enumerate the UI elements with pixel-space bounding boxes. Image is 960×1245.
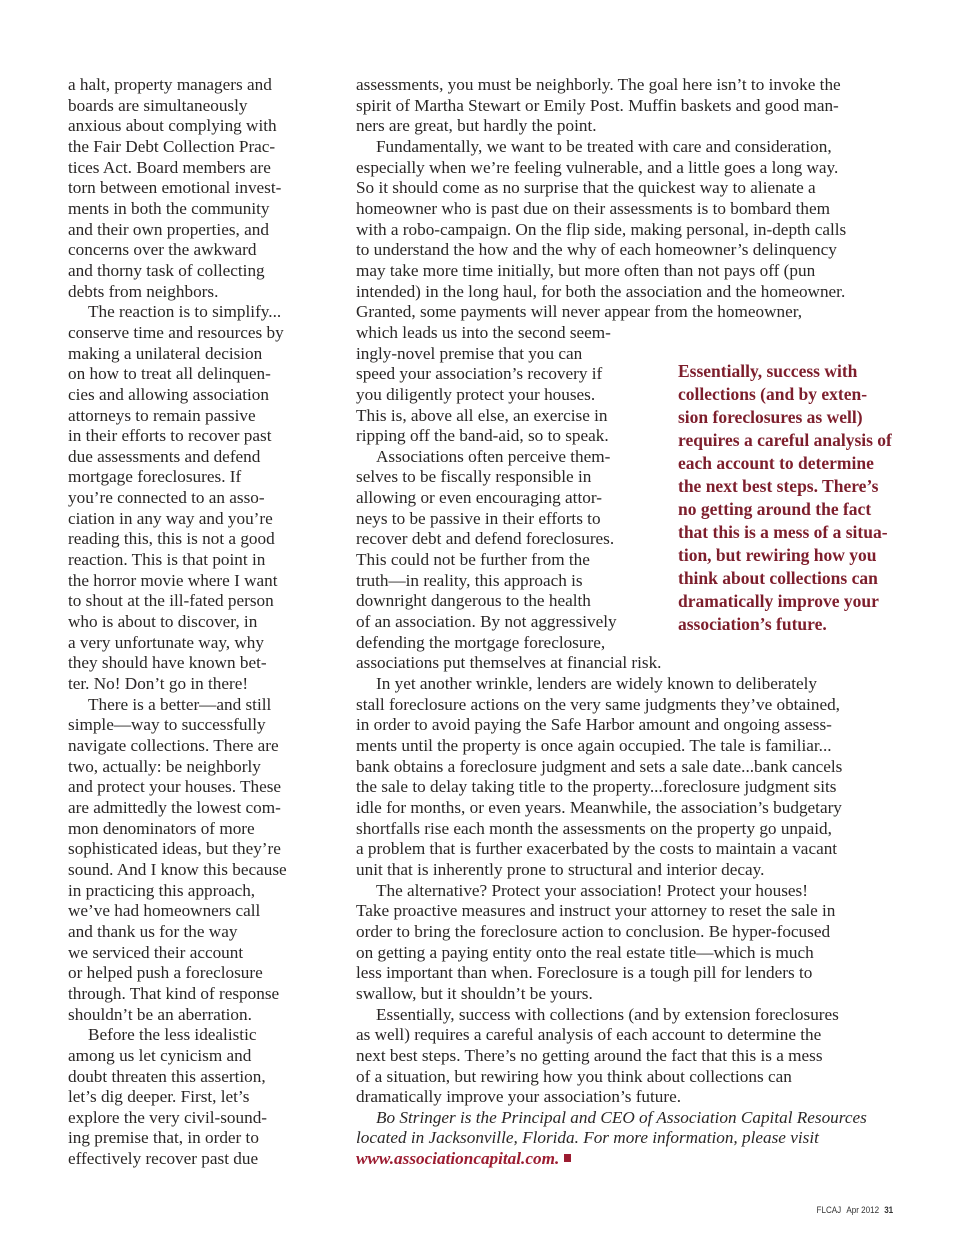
text-line: of a situation, but rewiring how you think about collections can: [356, 1066, 792, 1086]
text-line: torn between emotional invest-: [68, 178, 282, 198]
text-line: ripping off the band-aid, so to speak.: [356, 426, 609, 446]
text-line: The reaction is to simplify...: [88, 302, 282, 322]
author-bio: [356, 1107, 867, 1170]
pull-quote: [678, 360, 928, 636]
text-line: defending the mortgage foreclosure,: [356, 632, 606, 652]
text-line: simple—way to successfully: [68, 715, 266, 735]
text-line: making a unilateral decision: [68, 343, 263, 363]
text-line: a halt, property managers and: [68, 75, 272, 94]
text-line: of an association. By not aggressively: [356, 612, 617, 632]
issue-date: Apr 2012: [846, 1205, 879, 1216]
text-line: on getting a paying entity onto the real estate title—which is much: [356, 942, 814, 962]
text-line: in practicing this approach,: [68, 880, 256, 900]
text-line: navigate collections. There are: [68, 736, 279, 755]
paragraph: [356, 75, 861, 137]
paragraph: [68, 1025, 294, 1170]
pull-quote-line: requires a careful analysis of: [678, 429, 892, 450]
text-line: two, actually: be neighborly: [68, 756, 261, 776]
pull-quote-line: that this is a mess of a situa-: [678, 521, 888, 542]
text-line: you’re connected to an asso-: [68, 488, 265, 508]
text-line: Take proactive measures and instruct your attorney to reset the sale in: [356, 901, 836, 921]
pull-quote-line: collections (and by exten-: [678, 383, 868, 404]
left-column: [68, 75, 294, 1170]
text-line: less important than when. Foreclosure is a tough pill for lenders to: [356, 963, 813, 983]
pull-quote-line: the next best steps. There’s: [678, 475, 879, 496]
text-line: a very unfortunate way, why: [68, 632, 264, 652]
text-line: and thorny task of collecting: [68, 260, 265, 280]
text-line: intended) in the long haul, for both the association and the homeowner.: [356, 281, 846, 301]
text-line: may take more time initially, but more often than not pays off (pun: [356, 260, 816, 280]
text-line: shouldn’t be an aberration.: [68, 1004, 252, 1024]
text-line: due assessments and defend: [68, 446, 261, 466]
text-line: associations put themselves at financial risk.: [356, 653, 662, 673]
pull-quote-line: association’s future.: [678, 613, 827, 634]
pull-quote-line: sion foreclosures as well): [678, 406, 863, 427]
text-line: bank obtains a foreclosure judgment and sets a sale date...bank cancels: [356, 756, 843, 776]
text-line: neys to be passive in their efforts to: [356, 508, 601, 528]
pull-quote-line: Essentially, success with: [678, 360, 858, 381]
text-line: and thank us for the way: [68, 921, 238, 941]
pull-quote-line: dramatically improve your: [678, 590, 879, 611]
paragraph: [356, 674, 861, 881]
text-line: the sale to delay taking title to the property...foreclosure judgment sits: [356, 777, 837, 797]
text-line: we serviced their account: [68, 942, 244, 962]
bio-line: Bo Stringer is the Principal and CEO of Association Capital Resources: [376, 1107, 867, 1127]
bio-url-line: [356, 1149, 861, 1170]
text-line: which leads us into the second seem-: [356, 322, 611, 342]
text-line: Granted, some payments will never appear from the homeowner,: [356, 302, 803, 322]
text-line: Essentially, success with collections (and by extension foreclosures: [376, 1004, 839, 1024]
text-line: and their own properties, and: [68, 219, 269, 239]
text-line: downright dangerous to the health: [356, 591, 591, 611]
text-line: as well) requires a careful analysis of each account to determine the: [356, 1025, 822, 1045]
text-line: anxious about complying with: [68, 116, 277, 136]
text-line: Before the less idealistic: [88, 1025, 257, 1045]
website-link[interactable]: www.associationcapital.com.: [356, 1149, 560, 1169]
text-line: ners are great, but hardly the point.: [356, 116, 597, 136]
page-number: 31: [884, 1205, 893, 1216]
text-line: cies and allowing association: [68, 384, 269, 404]
text-line: Fundamentally, we want to be treated with care and consideration,: [376, 136, 832, 156]
text-line: especially when we’re feeling vulnerable, and a little goes a long way.: [356, 157, 839, 177]
text-line: are admittedly the lowest com-: [68, 797, 281, 817]
pull-quote-line: tion, but rewiring how you: [678, 544, 877, 565]
text-line: In yet another wrinkle, lenders are widely known to deliberately: [376, 674, 817, 694]
text-line: Associations often perceive them-: [376, 446, 611, 466]
pull-quote-line: no getting around the fact: [678, 498, 872, 519]
text-line: boards are simultaneously: [68, 95, 248, 115]
text-line: sophisticated ideas, but they’re: [68, 839, 281, 859]
text-line: speed your association’s recovery if: [356, 364, 603, 384]
text-line: let’s dig deeper. First, let’s: [68, 1087, 250, 1107]
text-line: reading this, this is not a good: [68, 529, 275, 549]
text-line: or helped push a foreclosure: [68, 963, 263, 983]
text-line: So it should come as no surprise that the quickest way to alienate a: [356, 178, 816, 198]
pull-quote-line: think about collections can: [678, 567, 878, 588]
text-line: spirit of Martha Stewart or Emily Post. Muffin baskets and good man-: [356, 95, 839, 115]
text-line: in order to avoid paying the Safe Harbor amount and ongoing assess-: [356, 715, 832, 735]
text-line: the Fair Debt Collection Prac-: [68, 136, 276, 156]
text-line: and protect your houses. These: [68, 777, 282, 797]
text-line: ter. No! Don’t go in there!: [68, 674, 249, 694]
text-line: in their efforts to recover past: [68, 426, 272, 446]
text-line: we’ve had homeowners call: [68, 901, 261, 921]
text-line: effectively recover past due: [68, 1149, 259, 1169]
text-line: The alternative? Protect your association! Protect your houses!: [376, 880, 808, 900]
text-line: the horror movie where I want: [68, 570, 278, 590]
text-line: This is, above all else, an exercise in: [356, 405, 608, 425]
text-line: explore the very civil-sound-: [68, 1107, 268, 1127]
text-line: conserve time and resources by: [68, 322, 284, 342]
text-line: assessments, you must be neighborly. The goal here isn’t to invoke the: [356, 75, 841, 94]
text-line: on how to treat all delinquen-: [68, 364, 271, 384]
text-line: concerns over the awkward: [68, 240, 257, 260]
text-line: order to bring the foreclosure action to conclusion. Be hyper-focused: [356, 921, 831, 941]
text-line: to shout at the ill-fated person: [68, 591, 274, 611]
text-line: you diligently protect your houses.: [356, 384, 596, 404]
pull-quote-line: each account to determine: [678, 452, 874, 473]
paragraph: [68, 302, 294, 694]
text-line: reaction. This is that point in: [68, 550, 266, 570]
text-line: sound. And I know this because: [68, 859, 287, 879]
text-line: stall foreclosure actions on the very same judgments they’ve obtained,: [356, 694, 840, 714]
text-line: mortgage foreclosures. If: [68, 467, 242, 487]
text-line: debts from neighbors.: [68, 281, 219, 301]
text-line: ciation in any way and you’re: [68, 508, 273, 528]
text-line: ments in both the community: [68, 198, 270, 218]
text-line: ments until the property is once again occupied. The tale is familiar...: [356, 736, 832, 755]
text-line: who is about to discover, in: [68, 612, 258, 632]
paragraph: [68, 695, 294, 1026]
text-line: through. That kind of response: [68, 983, 280, 1003]
text-line: mon denominators of more: [68, 818, 255, 838]
paragraph: [356, 1005, 861, 1108]
text-line: truth—in reality, this approach is: [356, 570, 583, 590]
text-line: to understand the how and the why of each homeowner’s delinquency: [356, 240, 837, 260]
text-line: unit that is inherently prone to structural and interior decay.: [356, 859, 765, 879]
text-line: a problem that is further exacerbated by the costs to maintain a vacant: [356, 839, 838, 859]
text-line: next best steps. There’s no getting around the fact that this is a mess: [356, 1045, 823, 1065]
text-line: homeowner who is past due on their assessments is to bombard them: [356, 198, 831, 218]
bio-line: located in Jacksonville, Florida. For more information, please visit: [356, 1128, 819, 1148]
text-line: with a robo-campaign. On the flip side, making personal, in-depth calls: [356, 219, 847, 239]
text-line: swallow, but it shouldn’t be yours.: [356, 983, 593, 1003]
text-line: ing premise that, in order to: [68, 1128, 259, 1148]
text-line: shortfalls rise each month the assessments on the property go unpaid,: [356, 818, 832, 838]
paragraph: [68, 75, 294, 302]
text-line: recover debt and defend foreclosures.: [356, 529, 615, 549]
end-of-article-square-icon: [564, 1154, 571, 1162]
text-line: There is a better—and still: [88, 694, 272, 714]
publication-name: FLCAJ: [816, 1205, 842, 1216]
text-line: attorneys to remain passive: [68, 405, 256, 425]
paragraph: [356, 881, 861, 1005]
text-line: among us let cynicism and: [68, 1045, 252, 1065]
text-line: allowing or even encouraging attor-: [356, 488, 602, 508]
text-line: ingly-novel premise that you can: [356, 343, 583, 363]
text-line: dramatically improve your association’s future.: [356, 1087, 682, 1107]
text-line: doubt threaten this assertion,: [68, 1066, 266, 1086]
text-line: This could not be further from the: [356, 550, 590, 570]
text-line: they should have known bet-: [68, 653, 267, 673]
page-footer: [811, 1205, 893, 1217]
text-line: idle for months, or even years. Meanwhile, the association’s budgetary: [356, 797, 842, 817]
text-line: tices Act. Board members are: [68, 157, 271, 177]
text-line: selves to be fiscally responsible in: [356, 467, 592, 487]
